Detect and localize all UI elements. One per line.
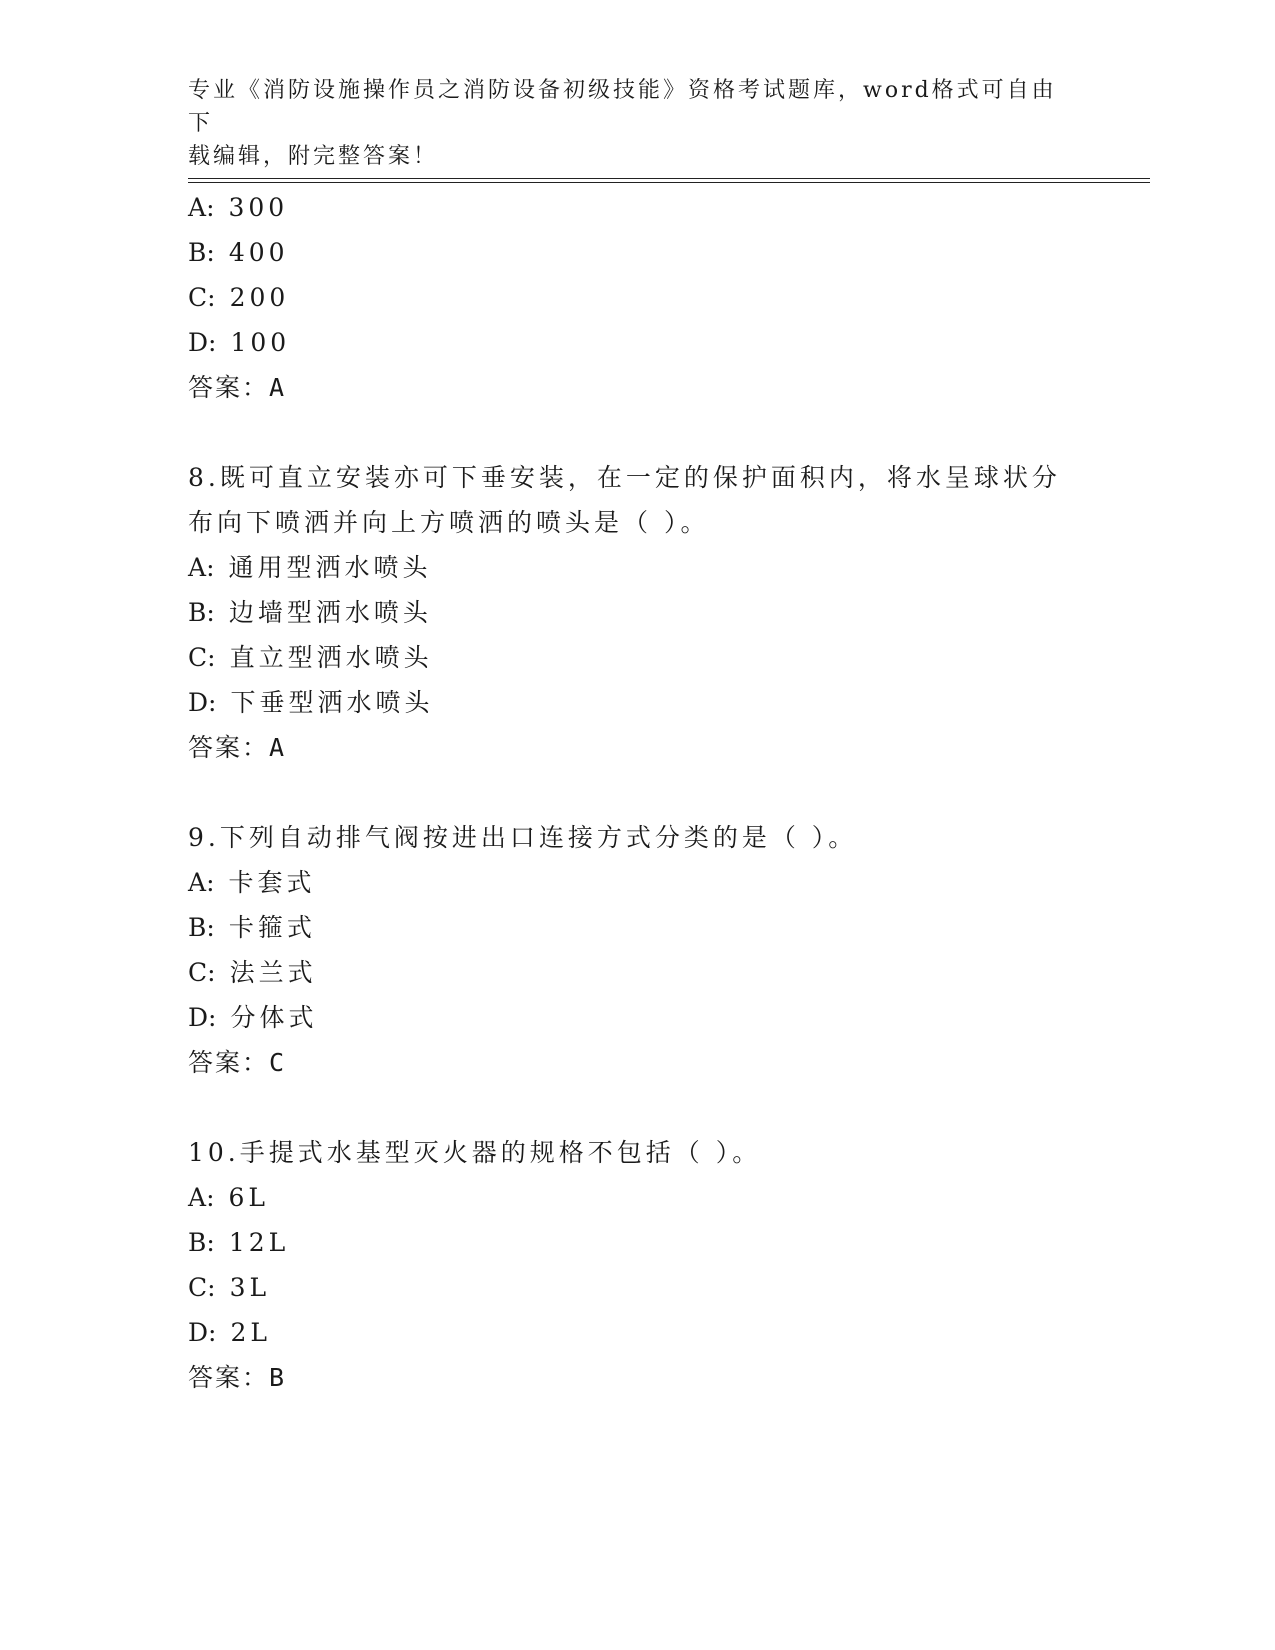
- option-separator: :: [208, 1318, 217, 1347]
- option-separator: :: [206, 598, 215, 627]
- answer-label: 答案：: [188, 373, 270, 402]
- option-separator: :: [208, 328, 217, 357]
- answer-label: 答案：: [188, 1363, 270, 1392]
- option-text: 6L: [228, 1183, 270, 1212]
- answer-row: [188, 1362, 284, 1394]
- option-row: [188, 1272, 270, 1304]
- option-letter: B: [188, 238, 207, 267]
- header-divider-top: [188, 178, 1150, 179]
- option-row: [188, 327, 290, 359]
- option-separator: :: [206, 868, 215, 897]
- option-separator: :: [206, 1183, 215, 1212]
- answer-value: A: [269, 733, 285, 762]
- option-separator: :: [206, 553, 215, 582]
- option-letter: D: [188, 1318, 209, 1347]
- option-separator: :: [208, 1003, 217, 1032]
- question-stem: 9.下列自动排气阀按进出口连接方式分类的是（ ）。: [188, 823, 858, 852]
- option-separator: :: [208, 688, 217, 717]
- option-row: [188, 1002, 318, 1034]
- option-letter: A: [188, 1183, 207, 1212]
- option-text: 12L: [228, 1228, 290, 1257]
- option-separator: :: [207, 283, 216, 312]
- answer-row: [188, 372, 284, 404]
- document-header: [188, 74, 1068, 173]
- question-stem: 10.手提式水基型灭火器的规格不包括（ ）。: [188, 1138, 762, 1167]
- option-letter: C: [188, 283, 208, 312]
- option-row: [188, 957, 317, 989]
- option-row: [188, 642, 433, 674]
- header-divider-bottom: [188, 182, 1150, 183]
- option-text: 卡箍式: [228, 913, 316, 942]
- header-line-1: 专业《消防设施操作员之消防设备初级技能》资格考试题库，word格式可自由下: [188, 78, 1057, 136]
- option-text: 卡套式: [228, 868, 316, 897]
- option-separator: :: [207, 643, 216, 672]
- option-separator: :: [207, 1273, 216, 1302]
- option-letter: D: [188, 1003, 209, 1032]
- answer-label: 答案：: [188, 733, 270, 762]
- option-row: [188, 912, 316, 944]
- answer-value: A: [269, 373, 285, 402]
- option-text: 200: [229, 283, 290, 312]
- answer-row: [188, 732, 284, 764]
- option-separator: :: [207, 958, 216, 987]
- option-separator: :: [206, 913, 215, 942]
- answer-value: C: [269, 1048, 285, 1077]
- option-letter: C: [188, 1273, 208, 1302]
- option-text: 法兰式: [229, 958, 317, 987]
- question-stem: 布向下喷洒并向上方喷洒的喷头是（ ）。: [188, 508, 710, 537]
- option-row: [188, 597, 432, 629]
- option-text: 直立型洒水喷头: [229, 643, 433, 672]
- option-text: 3L: [229, 1273, 271, 1302]
- answer-row: [188, 1047, 284, 1079]
- option-row: [188, 282, 289, 314]
- option-row: [188, 1182, 269, 1214]
- option-separator: :: [206, 193, 215, 222]
- option-row: [188, 867, 316, 899]
- header-line-2: 载编辑，附完整答案！: [188, 144, 439, 169]
- option-row: [188, 1317, 271, 1349]
- option-row: [188, 192, 288, 224]
- option-letter: B: [188, 598, 207, 627]
- option-letter: C: [188, 643, 208, 672]
- option-text: 2L: [230, 1318, 271, 1347]
- option-text: 下垂型洒水喷头: [230, 688, 434, 717]
- option-row: [188, 237, 289, 269]
- option-row: [188, 552, 432, 584]
- option-row: [188, 687, 434, 719]
- option-text: 通用型洒水喷头: [228, 553, 432, 582]
- option-text: 100: [230, 328, 291, 357]
- answer-label: 答案：: [188, 1048, 270, 1077]
- option-row: [188, 1227, 289, 1259]
- option-letter: C: [188, 958, 208, 987]
- option-letter: B: [188, 913, 207, 942]
- option-letter: D: [188, 688, 209, 717]
- option-letter: A: [188, 868, 207, 897]
- option-text: 400: [228, 238, 289, 267]
- option-text: 分体式: [230, 1003, 318, 1032]
- option-letter: A: [188, 553, 207, 582]
- option-text: 300: [228, 193, 289, 222]
- option-separator: :: [206, 1228, 215, 1257]
- option-letter: D: [188, 328, 209, 357]
- option-letter: B: [188, 1228, 207, 1257]
- question-stem: 8.既可直立安装亦可下垂安装，在一定的保护面积内，将水呈球状分: [188, 463, 1061, 492]
- answer-value: B: [269, 1363, 285, 1392]
- option-separator: :: [206, 238, 215, 267]
- option-text: 边墙型洒水喷头: [228, 598, 432, 627]
- option-letter: A: [188, 193, 207, 222]
